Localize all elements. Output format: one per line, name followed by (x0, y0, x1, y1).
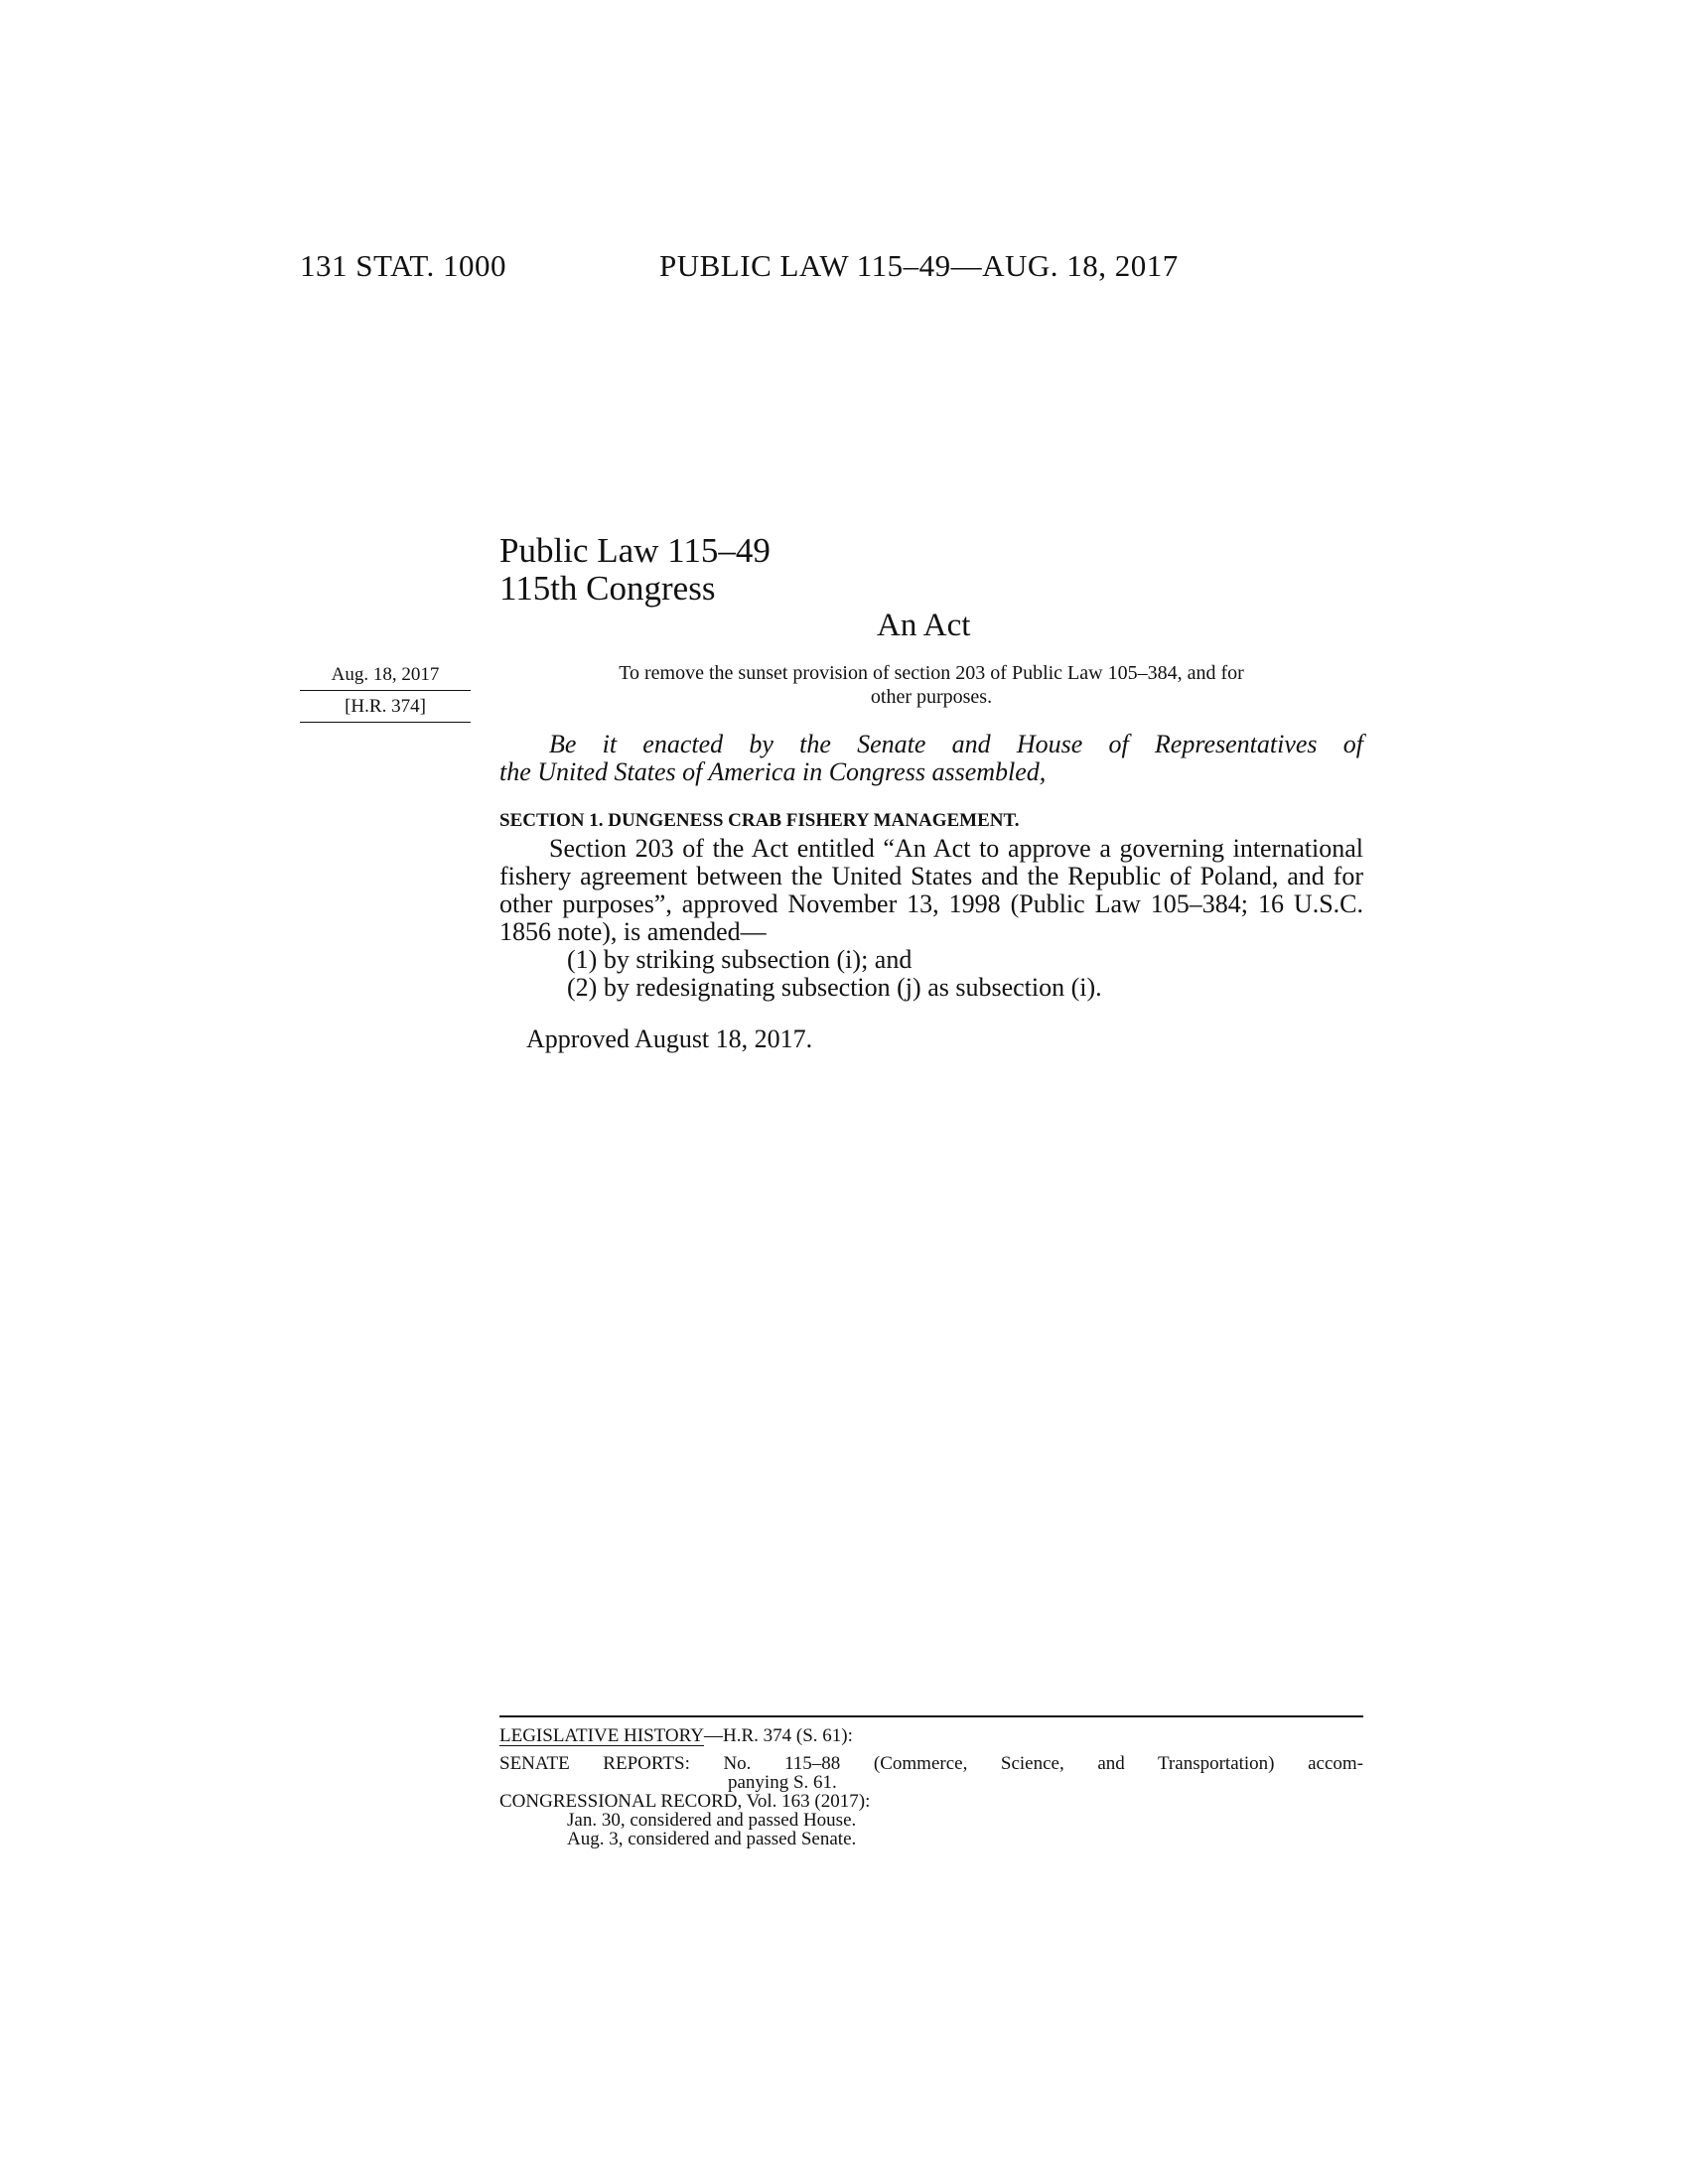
amendment-item: (1) by striking subsection (i); and (567, 945, 913, 974)
congressional-record: CONGRESSIONAL RECORD, Vol. 163 (2017): (499, 1791, 871, 1812)
approval-date: Approved August 18, 2017. (526, 1024, 813, 1053)
record-entry: Jan. 30, considered and passed House. (567, 1810, 857, 1831)
long-title-line-2: other purposes. (870, 686, 993, 708)
legislative-history-heading (499, 1726, 1363, 1754)
margin-note (300, 661, 471, 723)
section-body (499, 835, 1363, 1002)
section-heading: SECTION 1. DUNGENESS CRAB FISHERY MANAGEMENT. (499, 810, 1020, 831)
enactment-date: Aug. 18, 2017 (300, 661, 471, 691)
enacting-clause-line-2: the United States of America in Congress assembled, (499, 757, 1047, 786)
an-act-heading: An Act (877, 608, 971, 643)
public-law-header: PUBLIC LAW 115–49—AUG. 18, 2017 (659, 248, 1179, 283)
bill-number: [H.R. 374] (300, 691, 471, 723)
legislative-history (499, 1726, 1363, 1848)
public-law-number: Public Law 115–49 (499, 531, 771, 570)
enacting-clause-line-1: Be it enacted by the Senate and House of Representatives of (549, 730, 1363, 758)
title-block (499, 532, 771, 608)
long-title-line-1: To remove the sunset provision of section 203 of Public Law 105–384, and for (619, 662, 1244, 684)
congress-number: 115th Congress (499, 569, 716, 608)
section-text: Section 203 of the Act entitled “An Act to approve a governing international fishery agreement between the United States and the Republic of Poland, and for other purposes”, approved November 13, 1998 (Public Law 105–384; 16 U.S.C. 1856 note), is amended— (499, 834, 1363, 946)
senate-reports-continued: panying S. 61. (728, 1772, 837, 1793)
long-title (499, 661, 1363, 709)
legislative-history-bill: —H.R. 374 (S. 61): (704, 1725, 853, 1746)
enacting-clause (499, 731, 1363, 786)
footer-divider (499, 1715, 1363, 1717)
record-entry: Aug. 3, considered and passed Senate. (567, 1829, 857, 1849)
amendment-item: (2) by redesignating subsection (j) as subsection (i). (567, 973, 1102, 1002)
senate-reports: SENATE REPORTS: No. 115–88 (Commerce, Science, and Transportation) accom- (499, 1753, 1363, 1774)
legislative-history-title: LEGISLATIVE HISTORY (499, 1725, 705, 1746)
running-header (300, 248, 1179, 284)
statute-citation: 131 STAT. 1000 (300, 248, 507, 283)
